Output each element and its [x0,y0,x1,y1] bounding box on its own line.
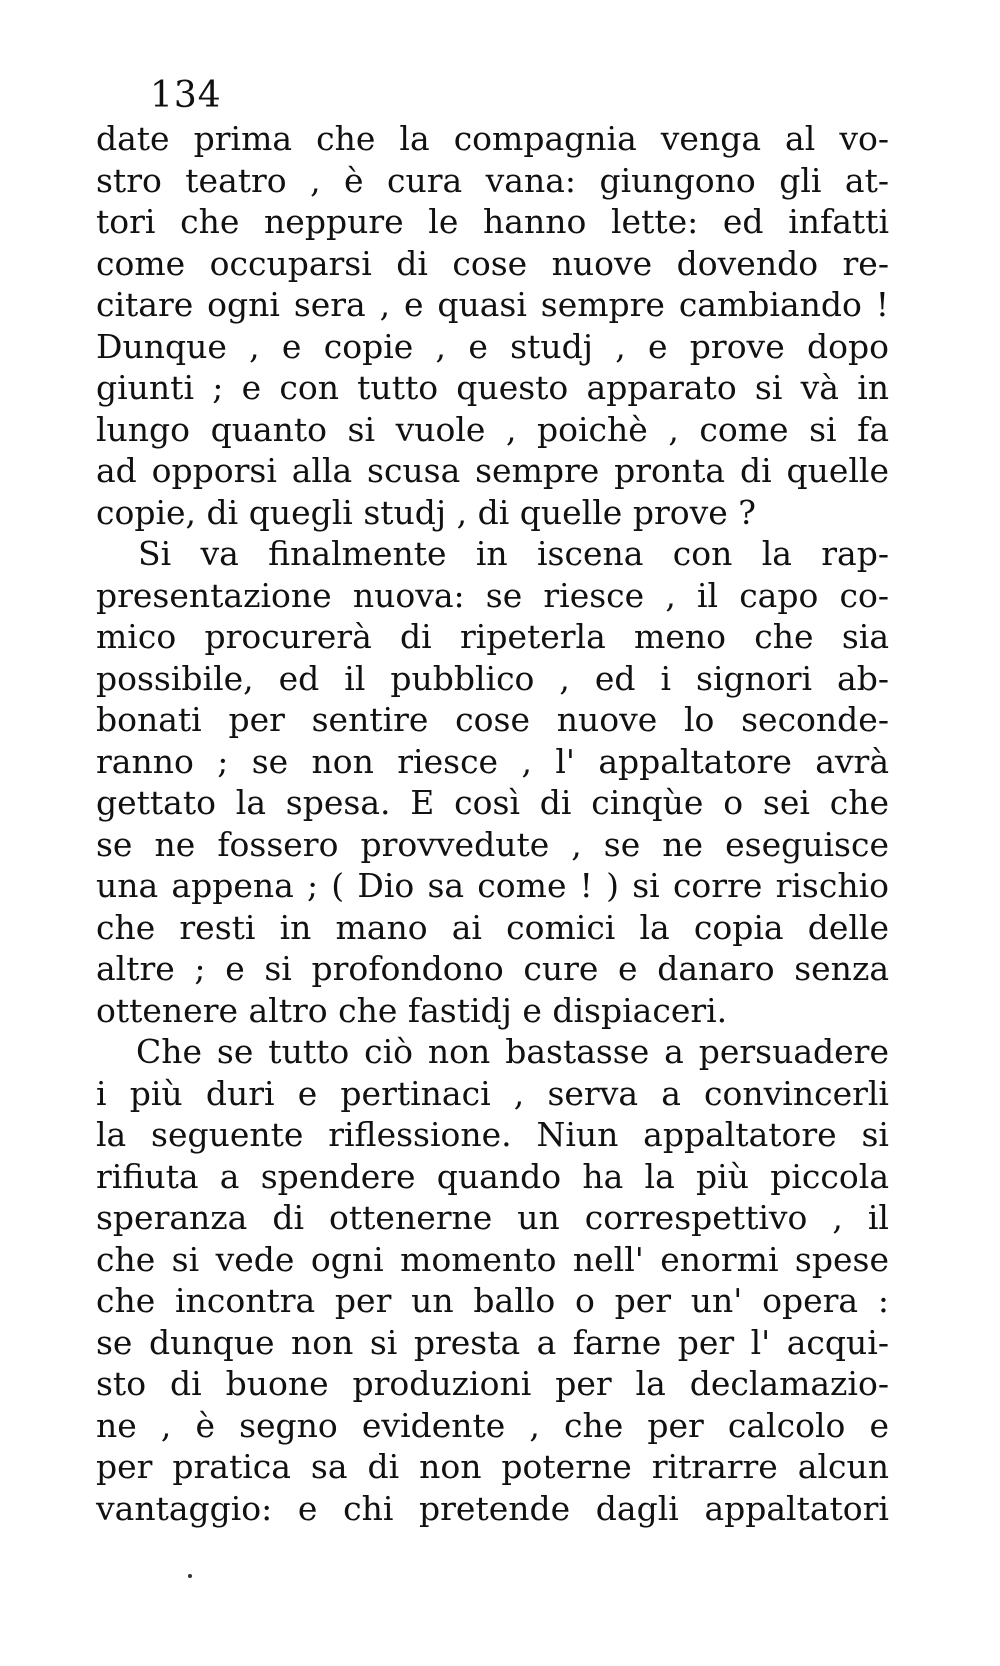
text-line: se ne fossero provvedute , se ne eseguisce [96,824,889,864]
text-line: per pratica sa di non poterne ritrarre alcun [96,1447,889,1486]
text-line: che si vede ogni momento nell' enormi spese [96,1239,889,1279]
text-line: Che se tutto ciò non bastasse a persuadere [136,1032,889,1071]
text-line: come occuparsi di cose nuove dovendo re- [96,243,889,283]
text-line: possibile, ed il pubblico , ed i signori ab- [96,658,889,698]
text-line: una appena ; ( Dio sa come ! ) si corre rischio [96,866,889,905]
text-line: ottenere altro che fastidj e dispiaceri. [96,990,728,1030]
text-line: gettato la spesa. E così di cinqùe o sei che [96,783,889,822]
text-line: giunti ; e con tutto questo apparato si và in [96,368,889,407]
text-line: che incontra per un ballo o per un' opera : [96,1281,889,1320]
paragraph-1 [96,118,889,533]
text-line: bonati per sentire cose nuove lo seconde- [96,700,889,739]
text-line: lungo quanto si vuole , poichè , come si fa [96,409,889,449]
ink-speck [188,1574,192,1578]
text-line: la seguente riflessione. Niun appaltatore si [96,1115,889,1154]
text-line: presentazione nuova: se riesce , il capo co- [96,575,889,615]
text-line: sto di buone produzioni per la declamazio- [96,1364,889,1403]
text-line: se dunque non si presta a farne per l' acqui- [96,1322,889,1362]
text-line: Dunque , e copie , e studj , e prove dopo [96,326,889,366]
text-line: che resti in mano ai comici la copia delle [96,907,889,947]
text-line: i più duri e pertinaci , serva a convincerli [96,1073,889,1113]
text-line: vantaggio: e chi pretende dagli appaltatori [96,1488,889,1528]
text-line: tori che neppure le hanno lette: ed infatti [96,202,889,241]
paragraph-3 [96,1031,889,1529]
text-line: stro teatro , è cura vana: giungono gli at- [96,160,889,200]
body-text [96,118,889,1529]
text-line: ad opporsi alla scusa sempre pronta di quelle [96,451,889,490]
text-line: Si va finalmente in iscena con la rap- [138,534,889,573]
text-line: ranno ; se non riesce , l' appaltatore avrà [96,741,889,781]
text-line: altre ; e si profondono cure e danaro senza [96,949,889,988]
text-line: mico procurerà di ripeterla meno che sia [96,617,889,656]
text-line: copie, di quegli studj , di quelle prove ? [96,492,756,532]
paragraph-2 [96,533,889,1031]
text-line: rifiuta a spendere quando ha la più piccola [96,1156,889,1196]
text-line: speranza di ottenerne un correspettivo , il [96,1198,889,1237]
page-number: 134 [150,75,222,116]
text-line: citare ogni sera , e quasi sempre cambiando ! [96,285,889,324]
text-line: date prima che la compagnia venga al vo- [96,119,889,158]
text-line: ne , è segno evidente , che per calcolo e [96,1405,889,1445]
